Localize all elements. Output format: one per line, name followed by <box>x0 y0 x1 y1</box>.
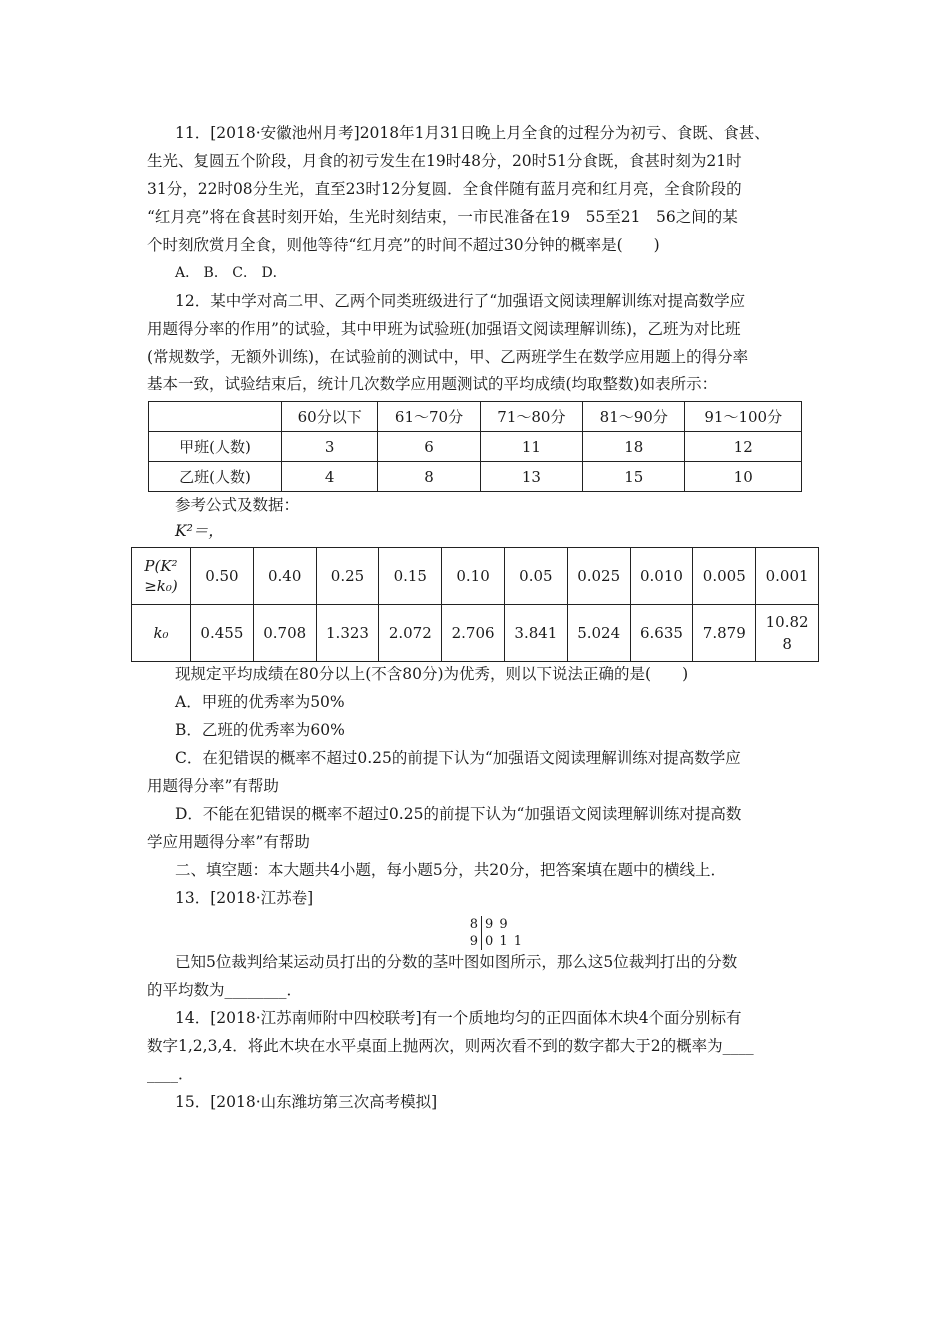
leaf-values: 0 1 1 <box>485 934 524 949</box>
kvalue-line-2: 8 <box>782 635 792 653</box>
table-row <box>132 605 819 662</box>
q13-line-2: 的平均数为________． <box>147 981 303 999</box>
q12-line-4: 基本一致，试验结束后，统计几次数学应用题测试的平均成绩(均取整数)如表所示： <box>147 375 718 393</box>
q11-line-2: 生光、复圆五个阶段，月食的初亏发生在19时48分，20时51分食既，食甚时刻为21时 <box>147 152 742 170</box>
table-cell: 3.841 <box>504 605 567 662</box>
table-cell: 13 <box>480 462 582 492</box>
q11-line-1: 11．[2018·安徽池州月考]2018年1月31日晚上月全食的过程分为初亏、食既、食甚、 <box>175 124 770 142</box>
table-cell: 81～90分 <box>583 402 685 432</box>
table-cell: 乙班(人数) <box>149 462 282 492</box>
score-table <box>148 401 802 492</box>
table-cell: 0.455 <box>191 605 254 662</box>
q15-head: 15．[2018·山东潍坊第三次高考模拟] <box>175 1093 438 1111</box>
q12-line-3: (常规数学，无额外训练)，在试验前的测试中，甲、乙两班学生在数学应用题上的得分率 <box>147 348 749 366</box>
reference-label: 参考公式及数据： <box>175 496 300 514</box>
table-cell: 3 <box>282 432 378 462</box>
q13-line-1: 已知5位裁判给某运动员打出的分数的茎叶图如图所示，那么这5位裁判打出的分数 <box>175 953 738 971</box>
table-cell: 4 <box>282 462 378 492</box>
table-cell: 0.005 <box>693 548 756 605</box>
q11-line-4: “红月亮”将在食甚时刻开始，生光时刻结束，一市民准备在19 55至21 56之间的某 <box>147 208 738 226</box>
stem-row <box>460 933 523 950</box>
stem-leaf-plot <box>460 916 523 950</box>
table-cell: 11 <box>480 432 582 462</box>
section-heading: 二、填空题：本大题共4小题，每小题5分，共20分，把答案填在题中的横线上． <box>175 861 726 879</box>
kvalue-line-1: 10.82 <box>765 613 809 631</box>
table-cell <box>132 548 191 605</box>
q12-option-c-2: 用题得分率”有帮助 <box>147 777 279 795</box>
q11-line-3: 31分，22时08分生光，直至23时12分复圆．全食伴随有蓝月亮和红月亮，全食阶段的 <box>147 180 742 198</box>
p-label-line-1: P(K² <box>144 557 178 575</box>
stem-value: 9 <box>460 933 482 950</box>
p-label-line-2: ≥k₀) <box>144 577 178 595</box>
table-cell: k₀ <box>132 605 191 662</box>
table-cell: 5.024 <box>567 605 630 662</box>
table-cell: 6 <box>378 432 480 462</box>
table-cell: 2.072 <box>379 605 442 662</box>
table-cell: 0.05 <box>504 548 567 605</box>
leaf-values: 9 9 <box>485 917 509 932</box>
table-cell: 1.323 <box>316 605 379 662</box>
q14-line-3: ____． <box>147 1065 194 1083</box>
table-cell: 0.025 <box>567 548 630 605</box>
table-cell: 71～80分 <box>480 402 582 432</box>
table-cell: 0.708 <box>253 605 316 662</box>
table-cell: 0.25 <box>316 548 379 605</box>
q12-line-1: 12．某中学对高二甲、乙两个同类班级进行了“加强语文阅读理解训练对提高数学应 <box>175 292 746 310</box>
formula-k2: K²＝， <box>175 522 224 540</box>
table-row <box>149 462 802 492</box>
table-cell: 0.010 <box>630 548 693 605</box>
q11-options: A． B． C． D． <box>175 265 287 281</box>
table-row <box>149 432 802 462</box>
q13-head: 13．[2018·江苏卷] <box>175 889 314 907</box>
table-header-row <box>149 402 802 432</box>
table-cell: 0.001 <box>756 548 819 605</box>
table-cell: 10 <box>685 462 802 492</box>
q12-option-c-1: C．在犯错误的概率不超过0.25的前提下认为“加强语文阅读理解训练对提高数学应 <box>175 749 741 767</box>
critical-value-table <box>131 547 819 662</box>
q11-line-5: 个时刻欣赏月全食，则他等待“红月亮”的时间不超过30分钟的概率是( ) <box>147 236 660 254</box>
table-cell <box>149 402 282 432</box>
table-cell: 8 <box>378 462 480 492</box>
table-cell: 61～70分 <box>378 402 480 432</box>
table-cell: 7.879 <box>693 605 756 662</box>
q12-question: 现规定平均成绩在80分以上(不含80分)为优秀，则以下说法正确的是( ) <box>175 665 689 683</box>
table-cell: 0.50 <box>191 548 254 605</box>
q14-line-2: 数字1,2,3,4．将此木块在水平桌面上抛两次，则两次看不到的数字都大于2的概率为____ <box>147 1037 754 1055</box>
table-row <box>132 548 819 605</box>
q14-line-1: 14．[2018·江苏南师附中四校联考]有一个质地均匀的正四面体木块4个面分别标有 <box>175 1009 742 1027</box>
table-cell: 18 <box>583 432 685 462</box>
table-cell: 0.40 <box>253 548 316 605</box>
table-cell: 15 <box>583 462 685 492</box>
table-cell: 0.10 <box>442 548 505 605</box>
table-cell: 0.15 <box>379 548 442 605</box>
table-cell: 12 <box>685 432 802 462</box>
q12-option-d-2: 学应用题得分率”有帮助 <box>147 833 310 851</box>
table-cell: 6.635 <box>630 605 693 662</box>
stem-row <box>460 916 523 933</box>
q12-option-a: A．甲班的优秀率为50% <box>175 693 345 711</box>
table-cell: 60分以下 <box>282 402 378 432</box>
table-cell: 甲班(人数) <box>149 432 282 462</box>
table-cell: 91～100分 <box>685 402 802 432</box>
stem-value: 8 <box>460 916 482 933</box>
table-cell: 2.706 <box>442 605 505 662</box>
q12-option-b: B．乙班的优秀率为60% <box>175 721 345 739</box>
table-cell <box>756 605 819 662</box>
q12-line-2: 用题得分率的作用”的试验，其中甲班为试验班(加强语文阅读理解训练)，乙班为对比班 <box>147 320 741 338</box>
q12-option-d-1: D．不能在犯错误的概率不超过0.25的前提下认为“加强语文阅读理解训练对提高数 <box>175 805 742 823</box>
